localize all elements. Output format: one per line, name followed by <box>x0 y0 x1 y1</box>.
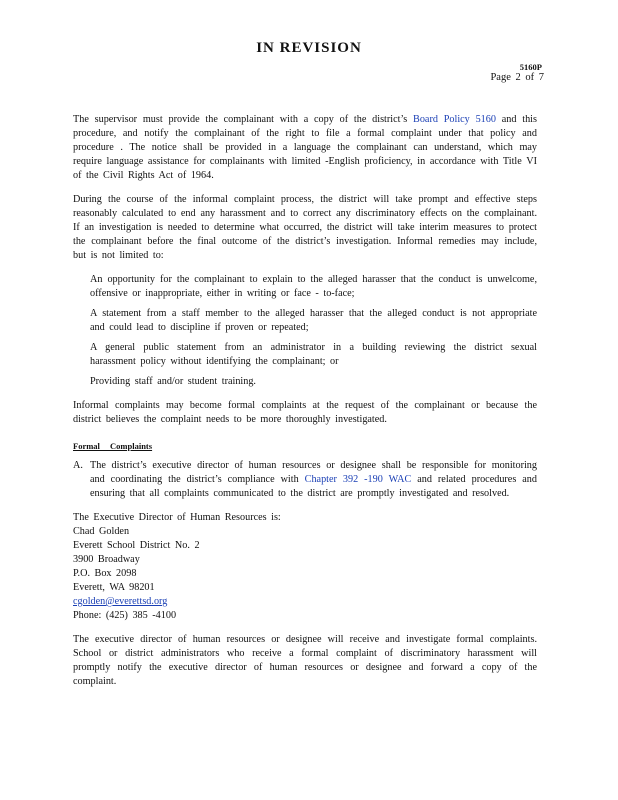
list-item-text: A general public statement from an administrator in a building reviewing the district sexual harassment policy without identifying the complainant; or <box>90 342 537 367</box>
paragraph-informal-process: During the course of the informal complaint process, the district will take prompt and effective steps reasonably calculated to end any harassment and to correct any discriminatory effects on the complainant. If an investigation is needed to determine what occurred, the district will take interim measures to protect the complainant before the final outcome of the district’s investigation. Informal remedies may include, but is not limited to: <box>73 194 537 261</box>
section-heading-formal-complaints: Formal Complaints <box>73 441 153 451</box>
list-item-text: Providing staff and/or student training. <box>90 376 256 387</box>
document-id: 5160P <box>519 62 542 72</box>
list-item <box>73 307 537 335</box>
list-item <box>73 273 537 301</box>
paragraph-formal-intake: The executive director of human resources or designee will receive and investigate formal complaints. School or district administrators who receive a formal complaint of discriminatory harassment will promptly notify the executive director of human resources or designee and forward a copy of the complaint. <box>73 634 537 687</box>
contact-street: 3900 Broadway <box>73 554 140 565</box>
item-marker: A. <box>73 460 83 471</box>
contact-city: Everett, WA 98201 <box>73 582 155 593</box>
paragraph-escalation: Informal complaints may become formal complaints at the request of the complainant or because the district believes the complaint needs to be more thoroughly investigated. <box>73 400 537 425</box>
paragraph-notice-text-start: The supervisor must provide the complainant with a copy of the district’s <box>73 114 414 125</box>
item-text-start: The district’s executive director of human resources or designee shall be responsible for monitoring and coordinating the district’s compliance with <box>90 460 537 485</box>
contact-po-box: P.O. Box 2098 <box>73 568 137 579</box>
list-item <box>73 341 537 369</box>
list-item-text: A statement from a staff member to the alleged harasser that the alleged conduct is not appropriate and could lead to discipline if proven or repeated; <box>90 308 537 333</box>
contact-phone: Phone: (425) 385 -4100 <box>73 610 177 621</box>
contact-name: Chad Golden <box>73 526 130 537</box>
item-text-end: and related procedures and ensuring that all complaints communicated to the district are promptly investigated and resolved. <box>90 474 537 499</box>
numbered-item-a <box>73 459 537 501</box>
paragraph-notice <box>73 113 537 183</box>
contact-block <box>73 511 537 623</box>
wac-chapter-link[interactable]: Chapter 392 -190 WAC <box>304 474 412 485</box>
remedies-list <box>73 273 537 389</box>
list-item-text: An opportunity for the complainant to explain to the alleged harasser that the conduct is unwelcome, offensive or inappropriate, either in writing or face - to-face; <box>90 274 537 299</box>
contact-email-link[interactable]: cgolden@everettsd.org <box>73 596 168 607</box>
page-number: Page 2 of 7 <box>490 72 544 83</box>
contact-organization: Everett School District No. 2 <box>73 540 200 551</box>
page-title: IN REVISION <box>256 40 362 56</box>
list-item <box>73 375 537 389</box>
contact-intro: The Executive Director of Human Resources is: <box>73 512 281 523</box>
paragraph-notice-text-end: and this procedure, and notify the complainant of the right to file a formal complaint under that policy and procedure . The notice shall be provided in a language the complainant can understand, which may require language assistance for complainants with limited -English proficiency, in accordance with Title VI of the Civil Rights Act of 1964. <box>73 114 537 181</box>
board-policy-link[interactable]: Board Policy 5160 <box>413 114 496 125</box>
document-body <box>73 113 537 699</box>
